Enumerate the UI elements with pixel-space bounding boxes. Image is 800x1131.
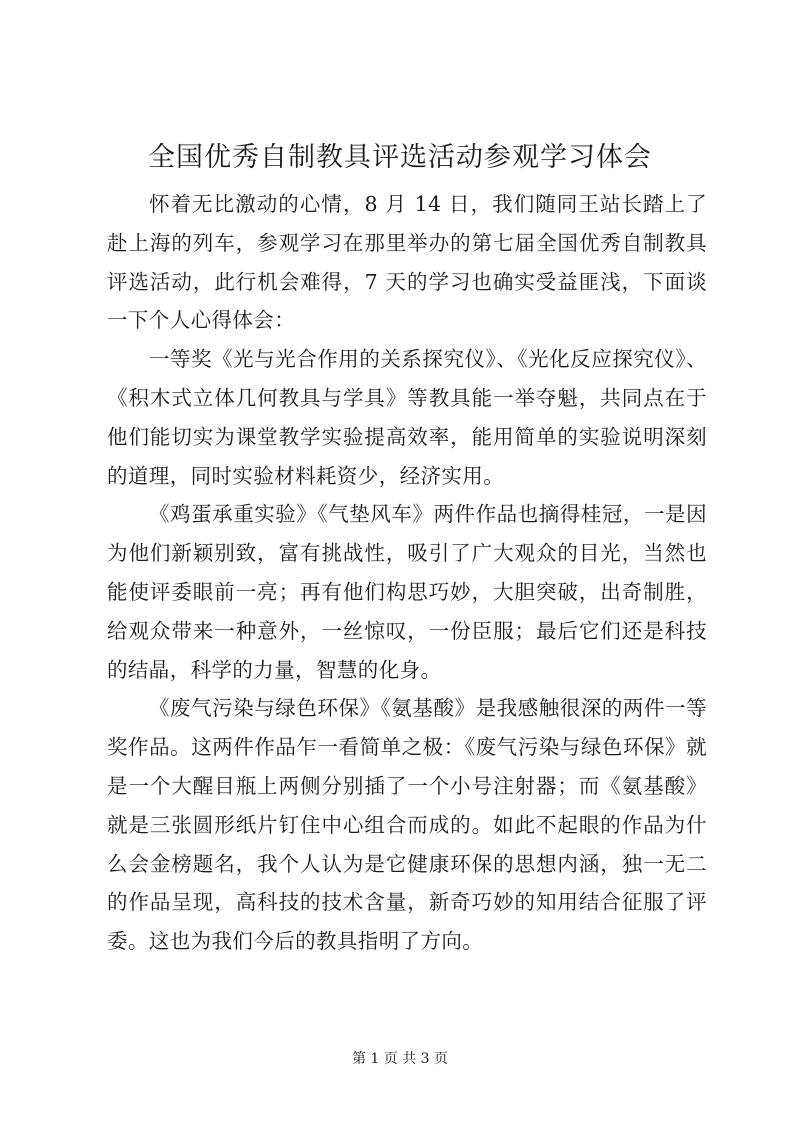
paragraph: 一等奖《光与光合作用的关系探究仪》、《光化反应探究仪》、《积木式立体几何教具与学具》等教具能一举夺魁，共同点在于他们能切实为课堂教学实验提高效率，能用简单的实验说明深刻的道理，同时实验材料耗资少，经济实用。 (107, 347, 707, 488)
paragraph: 《鸡蛋承重实验》《气垫风车》两件作品也摘得桂冠，一是因为他们新颖别致，富有挑战性，吸引了广大观众的目光，当然也能使评委眼前一亮；再有他们构思巧妙，大胆突破，出奇制胜，给观众带来一种意外，一丝惊叹，一份臣服；最后它们还是科技的结晶，科学的力量，智慧的化身。 (107, 502, 707, 682)
paragraph: 怀着无比激动的心情，8 月 14 日，我们随同王站长踏上了赴上海的列车，参观学习在那里举办的第七届全国优秀自制教具评选活动，此行机会难得，7 天的学习也确实受益匪浅，下面谈一下个人心得体会： (107, 192, 707, 333)
document-title: 全国优秀自制教具评选活动参观学习体会 (148, 142, 652, 173)
document-body (107, 185, 707, 961)
page-footer: 第 1 页 共 3 页 (351, 1051, 449, 1067)
paragraph: 《废气污染与绿色环保》《氨基酸》是我感触很深的两件一等奖作品。这两件作品乍一看简单之极：《废气污染与绿色环保》就是一个大醒目瓶上两侧分别插了一个小号注射器；而《氨基酸》就是三张圆形纸片钉住中心组合而成的。如此不起眼的作品为什么会金榜题名，我个人认为是它健康环保的思想内涵，独一无二的作品呈现，高科技的技术含量，新奇巧妙的知用结合征服了评委。这也为我们今后的教具指明了方向。 (107, 696, 707, 954)
